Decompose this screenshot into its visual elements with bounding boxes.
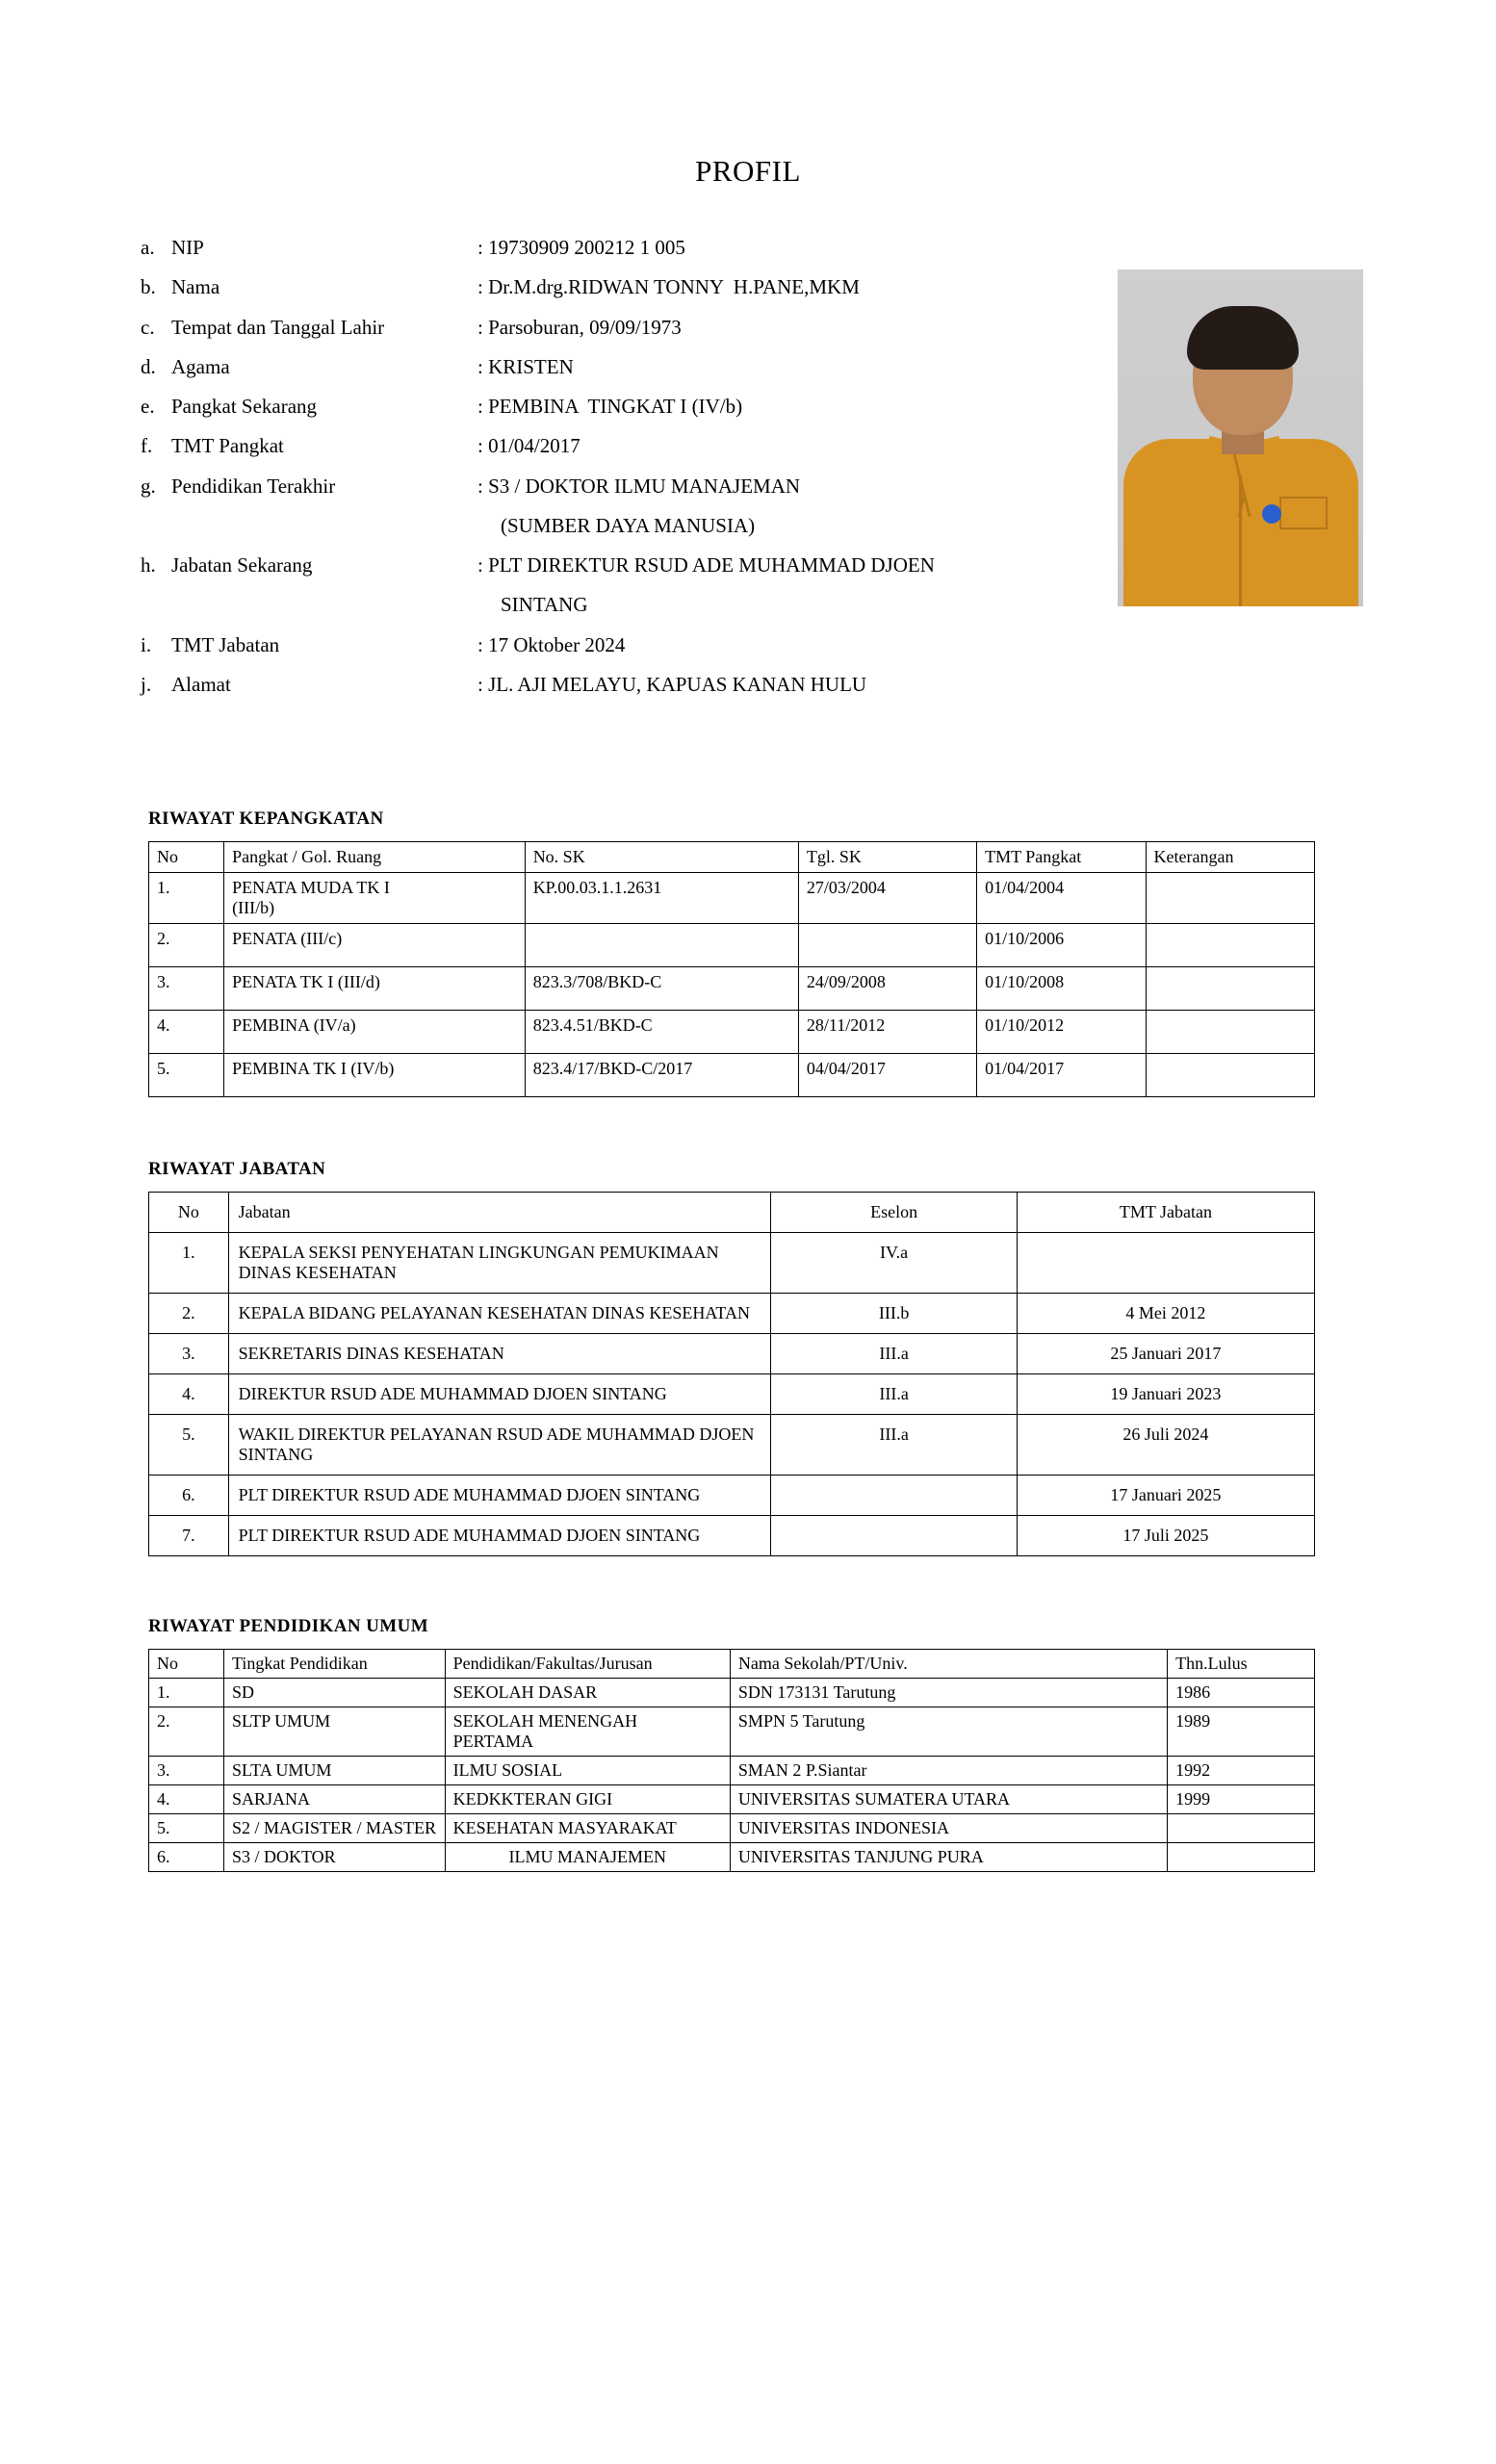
profile-row-value: : Dr.M.drg.RIDWAN TONNY H.PANE,MKM: [477, 275, 860, 299]
profile-row-label: Jabatan Sekarang: [171, 553, 313, 577]
cell-tingkat: S3 / DOKTOR: [223, 1843, 445, 1872]
profile-row-index: j.: [141, 672, 152, 696]
cell-pangkat: PEMBINA (IV/a): [224, 1011, 526, 1054]
profile-row-index: h.: [141, 553, 156, 577]
table-row: [149, 1374, 1315, 1415]
cell-no: 3.: [149, 967, 224, 1011]
profile-row-index: b.: [141, 275, 156, 299]
table-row: [149, 1785, 1315, 1814]
col-no-sk: No. SK: [525, 842, 798, 873]
cell-no: 5.: [149, 1054, 224, 1097]
profile-row-value: : PLT DIREKTUR RSUD ADE MUHAMMAD DJOEN: [477, 553, 935, 577]
col-no: No: [149, 1193, 229, 1233]
col-eselon: Eselon: [771, 1193, 1018, 1233]
profile-row-value: : JL. AJI MELAYU, KAPUAS KANAN HULU: [477, 672, 867, 696]
profile-row-label: Pendidikan Terakhir: [171, 474, 336, 498]
cell-tmt-jabatan: 17 Januari 2025: [1017, 1476, 1314, 1516]
cell-no: 3.: [149, 1757, 224, 1785]
profile-row-index: e.: [141, 395, 155, 418]
profile-row-value: : 17 Oktober 2024: [477, 632, 626, 656]
cell-tmt-jabatan: 25 Januari 2017: [1017, 1334, 1314, 1374]
profile-section: [127, 235, 1369, 774]
profile-row-index: i.: [141, 632, 152, 656]
table-row: [149, 1334, 1315, 1374]
table-header-row: [149, 842, 1315, 873]
cell-no: 2.: [149, 924, 224, 967]
photo-shirt-placket: [1239, 475, 1242, 606]
profile-row-label: Alamat: [171, 672, 231, 696]
col-tahun-lulus: Thn.Lulus: [1168, 1650, 1315, 1679]
cell-no: 2.: [149, 1707, 224, 1757]
table-riwayat-pendidikan: [148, 1649, 1315, 1872]
profile-row-index: a.: [141, 236, 155, 259]
table-riwayat-jabatan: [148, 1192, 1315, 1556]
table-header-row: [149, 1193, 1315, 1233]
cell-tmt-jabatan: 26 Juli 2024: [1017, 1415, 1314, 1476]
cell-no: 4.: [149, 1785, 224, 1814]
photo-badge: [1262, 504, 1281, 524]
profile-row: [127, 474, 1109, 499]
col-pangkat: Pangkat / Gol. Ruang: [224, 842, 526, 873]
cell-jurusan: KEDKKTERAN GIGI: [445, 1785, 730, 1814]
profile-row-continuation: [127, 592, 1109, 617]
cell-pangkat: PENATA TK I (III/d): [224, 967, 526, 1011]
cell-tgl-sk: 24/09/2008: [798, 967, 976, 1011]
cell-no: 4.: [149, 1374, 229, 1415]
cell-no: 6.: [149, 1476, 229, 1516]
profile-row-label: Nama: [171, 275, 220, 299]
cell-tmt-pangkat: 01/04/2004: [977, 873, 1146, 924]
profile-row-label: TMT Pangkat: [171, 434, 284, 458]
table-row: [149, 1233, 1315, 1294]
cell-pangkat: PENATA (III/c): [224, 924, 526, 967]
cell-no: 3.: [149, 1334, 229, 1374]
section-heading-pendidikan: RIWAYAT PENDIDIKAN UMUM: [148, 1616, 429, 1636]
cell-no-sk: KP.00.03.1.1.2631: [525, 873, 798, 924]
col-tmt-pangkat: TMT Pangkat: [977, 842, 1146, 873]
profile-row-label: Tempat dan Tanggal Lahir: [171, 315, 385, 339]
profile-row-label: NIP: [171, 236, 204, 259]
cell-jabatan: KEPALA BIDANG PELAYANAN KESEHATAN DINAS KESEHATAN: [228, 1294, 771, 1334]
section-heading-jabatan: RIWAYAT JABATAN: [148, 1159, 326, 1179]
cell-sekolah: SMAN 2 P.Siantar: [730, 1757, 1167, 1785]
col-tgl-sk: Tgl. SK: [798, 842, 976, 873]
photo-hair: [1187, 306, 1299, 370]
table-row: [149, 1054, 1315, 1097]
table-row: [149, 1476, 1315, 1516]
cell-tingkat: S2 / MAGISTER / MASTER: [223, 1814, 445, 1843]
profile-row: [127, 274, 1109, 299]
cell-no-sk: 823.4.51/BKD-C: [525, 1011, 798, 1054]
cell-tahun: [1168, 1843, 1315, 1872]
table-row: [149, 1843, 1315, 1872]
cell-eselon: IV.a: [771, 1233, 1018, 1294]
cell-tingkat: SARJANA: [223, 1785, 445, 1814]
profile-row-value: : 19730909 200212 1 005: [477, 236, 685, 259]
profile-row-label: TMT Jabatan: [171, 632, 280, 656]
page-title: PROFIL: [695, 154, 801, 188]
cell-no: 1.: [149, 1679, 224, 1707]
col-jurusan: Pendidikan/Fakultas/Jurusan: [445, 1650, 730, 1679]
table-riwayat-kepangkatan: [148, 841, 1315, 1097]
profile-row-index: f.: [141, 434, 153, 458]
cell-no-sk: 823.4/17/BKD-C/2017: [525, 1054, 798, 1097]
cell-keterangan: [1146, 873, 1314, 924]
table-row: [149, 1707, 1315, 1757]
photo-pocket: [1279, 497, 1328, 529]
cell-eselon: [771, 1476, 1018, 1516]
cell-no: 5.: [149, 1415, 229, 1476]
cell-no: 6.: [149, 1843, 224, 1872]
profile-row-label: Pangkat Sekarang: [171, 395, 318, 418]
document-content: [127, 0, 1369, 1872]
cell-tingkat: SLTP UMUM: [223, 1707, 445, 1757]
cell-pangkat: [224, 873, 526, 924]
profile-row: [127, 433, 1109, 458]
table-header-row: [149, 1650, 1315, 1679]
profile-row-value: : PEMBINA TINGKAT I (IV/b): [477, 395, 743, 418]
profile-row-index: c.: [141, 315, 155, 339]
cell-no: 2.: [149, 1294, 229, 1334]
profile-row-label: Agama: [171, 354, 230, 378]
col-nama-sekolah: Nama Sekolah/PT/Univ.: [730, 1650, 1167, 1679]
cell-eselon: III.b: [771, 1294, 1018, 1334]
profile-row-index: d.: [141, 354, 156, 378]
cell-no-sk: [525, 924, 798, 967]
cell-no: 1.: [149, 1233, 229, 1294]
cell-tahun: 1989: [1168, 1707, 1315, 1757]
profile-row: [127, 552, 1109, 578]
cell-eselon: III.a: [771, 1334, 1018, 1374]
cell-sekolah: UNIVERSITAS TANJUNG PURA: [730, 1843, 1167, 1872]
col-no: No: [149, 842, 224, 873]
cell-sekolah: UNIVERSITAS INDONESIA: [730, 1814, 1167, 1843]
table-row: [149, 924, 1315, 967]
cell-jurusan: ILMU SOSIAL: [445, 1757, 730, 1785]
cell-tmt-jabatan: [1017, 1233, 1314, 1294]
profile-list: [127, 235, 1109, 697]
col-tingkat-pendidikan: Tingkat Pendidikan: [223, 1650, 445, 1679]
cell-jabatan: KEPALA SEKSI PENYEHATAN LINGKUNGAN PEMUKIMAAN DINAS KESEHATAN: [228, 1233, 771, 1294]
profile-row: [127, 672, 1109, 697]
cell-tahun: 1992: [1168, 1757, 1315, 1785]
profile-row-value: (SUMBER DAYA MANUSIA): [501, 513, 756, 537]
col-keterangan: Keterangan: [1146, 842, 1314, 873]
cell-pangkat-line2: (III/b): [232, 898, 275, 917]
cell-eselon: III.a: [771, 1415, 1018, 1476]
table-row: [149, 1814, 1315, 1843]
cell-tahun: 1999: [1168, 1785, 1315, 1814]
cell-no: 4.: [149, 1011, 224, 1054]
cell-tahun: [1168, 1814, 1315, 1843]
table-row: [149, 873, 1315, 924]
table-row: [149, 1679, 1315, 1707]
cell-tmt-jabatan: 19 Januari 2023: [1017, 1374, 1314, 1415]
cell-sekolah: SMPN 5 Tarutung: [730, 1707, 1167, 1757]
cell-keterangan: [1146, 967, 1314, 1011]
profile-row-value: SINTANG: [501, 593, 588, 617]
cell-tmt-pangkat: 01/10/2012: [977, 1011, 1146, 1054]
cell-tmt-pangkat: 01/04/2017: [977, 1054, 1146, 1097]
cell-eselon: [771, 1516, 1018, 1556]
profile-row: [127, 632, 1109, 657]
cell-tgl-sk: 27/03/2004: [798, 873, 976, 924]
profile-row: [127, 235, 1109, 260]
cell-pangkat-line1: PENATA MUDA TK I: [232, 878, 390, 897]
cell-jabatan: DIREKTUR RSUD ADE MUHAMMAD DJOEN SINTANG: [228, 1374, 771, 1415]
cell-tahun: 1986: [1168, 1679, 1315, 1707]
section-heading-kepangkatan: RIWAYAT KEPANGKATAN: [148, 808, 384, 829]
cell-tmt-pangkat: 01/10/2008: [977, 967, 1146, 1011]
cell-tmt-pangkat: 01/10/2006: [977, 924, 1146, 967]
cell-eselon: III.a: [771, 1374, 1018, 1415]
cell-jabatan: PLT DIREKTUR RSUD ADE MUHAMMAD DJOEN SINTANG: [228, 1516, 771, 1556]
profile-row: [127, 315, 1109, 340]
profile-row-value: : 01/04/2017: [477, 434, 580, 458]
table-row: [149, 1516, 1315, 1556]
cell-jurusan: ILMU MANAJEMEN: [445, 1843, 730, 1872]
col-no: No: [149, 1650, 224, 1679]
profile-photo: [1118, 270, 1363, 606]
col-tmt-jabatan: TMT Jabatan: [1017, 1193, 1314, 1233]
cell-tingkat: SD: [223, 1679, 445, 1707]
col-jabatan: Jabatan: [228, 1193, 771, 1233]
cell-tmt-jabatan: 4 Mei 2012: [1017, 1294, 1314, 1334]
cell-tgl-sk: 04/04/2017: [798, 1054, 976, 1097]
cell-no: 5.: [149, 1814, 224, 1843]
cell-keterangan: [1146, 924, 1314, 967]
profile-row-value: : KRISTEN: [477, 354, 574, 378]
cell-keterangan: [1146, 1054, 1314, 1097]
cell-tmt-jabatan: 17 Juli 2025: [1017, 1516, 1314, 1556]
profile-row-index: g.: [141, 474, 156, 498]
profile-row: [127, 354, 1109, 379]
cell-jurusan: KESEHATAN MASYARAKAT: [445, 1814, 730, 1843]
cell-tingkat: SLTA UMUM: [223, 1757, 445, 1785]
cell-jurusan: SEKOLAH MENENGAH PERTAMA: [445, 1707, 730, 1757]
table-row: [149, 1011, 1315, 1054]
cell-no: 7.: [149, 1516, 229, 1556]
table-row: [149, 1294, 1315, 1334]
profile-row-continuation: [127, 513, 1109, 538]
table-row: [149, 1415, 1315, 1476]
profile-row-value: : S3 / DOKTOR ILMU MANAJEMAN: [477, 474, 801, 498]
cell-no-sk: 823.3/708/BKD-C: [525, 967, 798, 1011]
cell-keterangan: [1146, 1011, 1314, 1054]
cell-pangkat: PEMBINA TK I (IV/b): [224, 1054, 526, 1097]
cell-tgl-sk: 28/11/2012: [798, 1011, 976, 1054]
cell-jabatan: PLT DIREKTUR RSUD ADE MUHAMMAD DJOEN SINTANG: [228, 1476, 771, 1516]
cell-jurusan: SEKOLAH DASAR: [445, 1679, 730, 1707]
cell-no: 1.: [149, 873, 224, 924]
profile-row: [127, 394, 1109, 419]
table-row: [149, 967, 1315, 1011]
profile-row-value: : Parsoburan, 09/09/1973: [477, 315, 682, 339]
cell-jabatan: WAKIL DIREKTUR PELAYANAN RSUD ADE MUHAMMAD DJOEN SINTANG: [228, 1415, 771, 1476]
cell-sekolah: SDN 173131 Tarutung: [730, 1679, 1167, 1707]
cell-sekolah: UNIVERSITAS SUMATERA UTARA: [730, 1785, 1167, 1814]
cell-jabatan: SEKRETARIS DINAS KESEHATAN: [228, 1334, 771, 1374]
table-row: [149, 1757, 1315, 1785]
cell-tgl-sk: [798, 924, 976, 967]
